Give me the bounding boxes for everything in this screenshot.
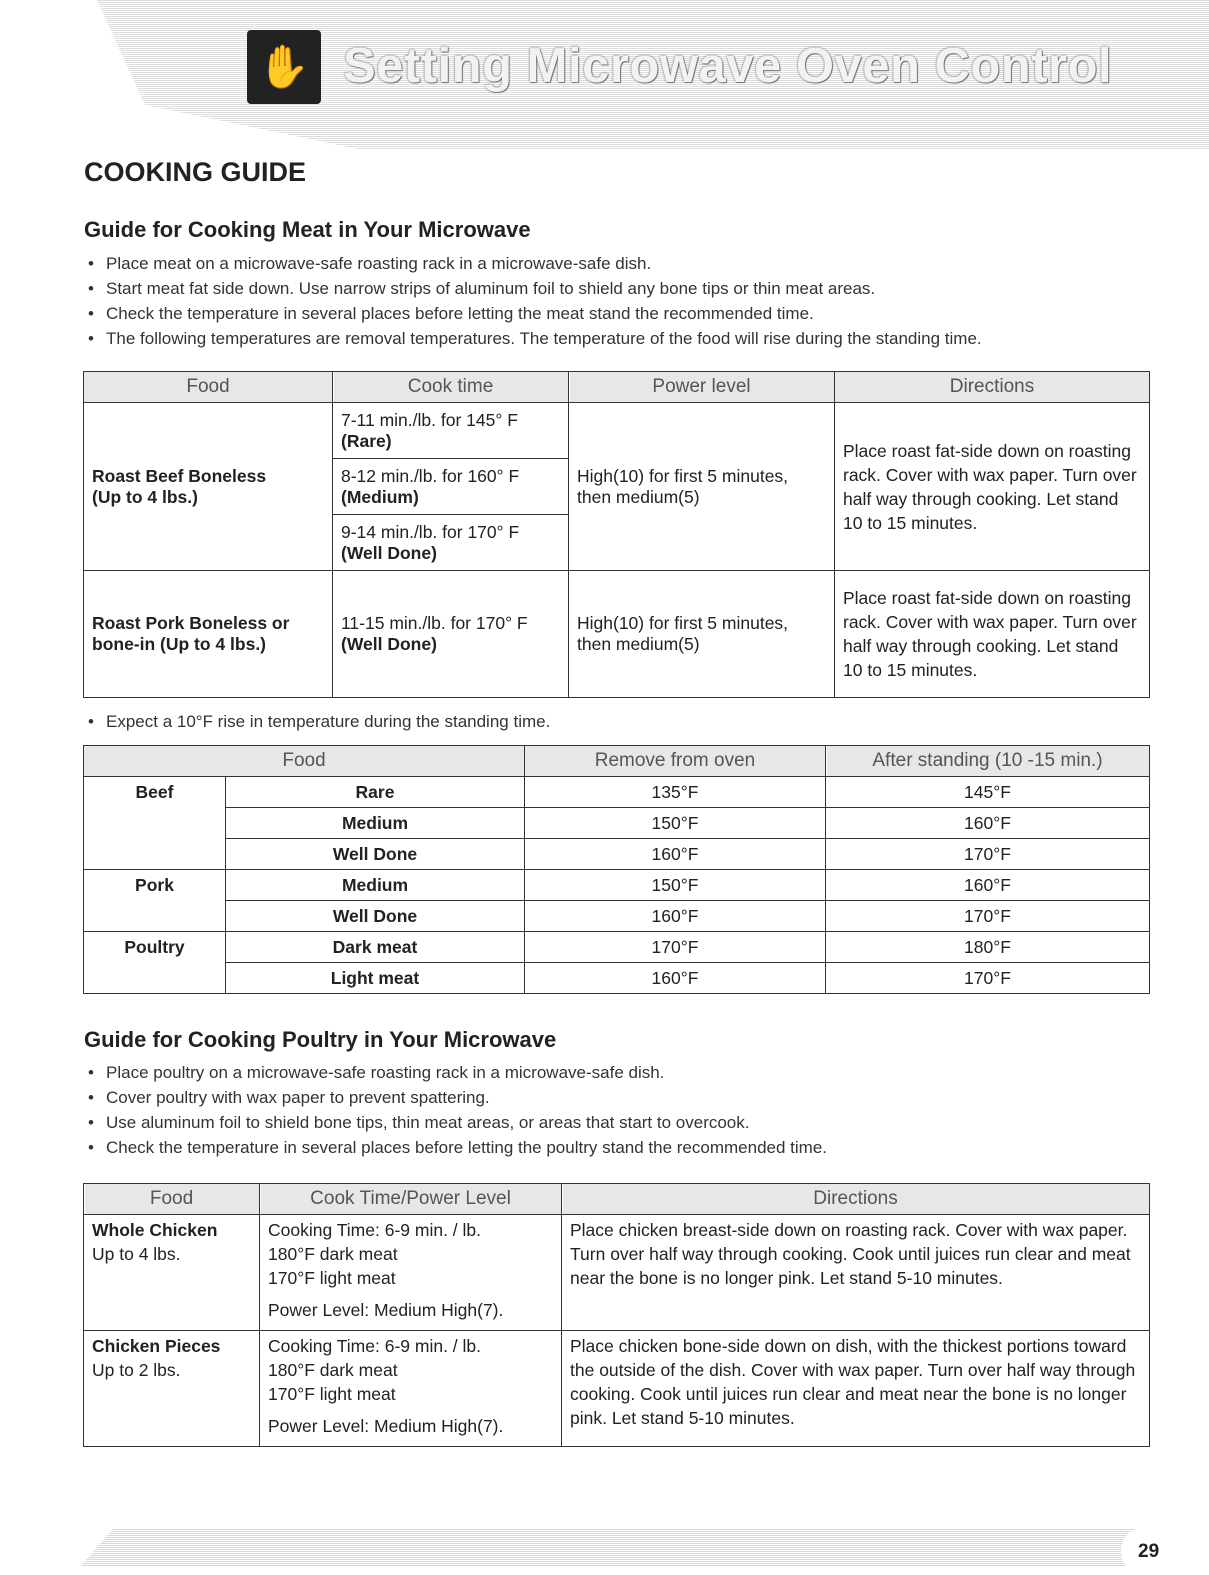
table-row [84,932,1150,963]
light-meat-temp: 170°F light meat [268,1384,396,1404]
food-cell [84,403,333,571]
remove-temp-cell: 170°F [525,932,826,963]
directions-cell: Place chicken bone-side down on dish, with the thickest portions toward the outside of the dish. Cover with wax paper. Turn over half way through cooking. Cook until juices run clear and meat near the bone is no longer pink. Let stand 5-10 minutes. [562,1331,1150,1447]
meat-cooking-table [83,371,1150,698]
food-cell: Beef [84,777,226,808]
food-name: Chicken Pieces [92,1336,221,1356]
table-header-row [84,372,1150,403]
poultry-cooking-table [83,1183,1150,1447]
remove-temp-cell: 160°F [525,839,826,870]
cook-time: 7-11 min./lb. for 145° F [341,409,518,430]
after-temp-cell: 170°F [826,963,1150,994]
table-row [84,571,1150,698]
list-item: • The following temperatures are removal temperatures. The temperature of the food will rise during the standing time. [84,326,982,351]
list-item: • Place poultry on a microwave-safe roasting rack in a microwave-safe dish. [84,1060,827,1085]
food-cell [84,1215,260,1331]
after-temp-cell: 145°F [826,777,1150,808]
cook-time: 9-14 min./lb. for 170° F [341,521,520,542]
remove-temp-cell: 135°F [525,777,826,808]
food-name: Roast Pork Boneless or [92,613,290,633]
directions-cell: Place roast fat-side down on roasting rack. Cover with wax paper. Turn over half way through cooking. Let stand 10 to 15 minutes. [835,571,1150,698]
dark-meat-temp: 180°F dark meat [268,1360,398,1380]
doneness-cell: Medium [226,808,525,839]
after-temp-cell: 170°F [826,901,1150,932]
table-row [84,870,1150,901]
remove-temp-cell: 160°F [525,963,826,994]
table-row [84,963,1150,994]
cook-time: 8-12 min./lb. for 160° F [341,465,520,486]
list-item: • Use aluminum foil to shield bone tips, thin meat areas, or areas that start to overcook. [84,1110,827,1135]
page-number: 29 [1138,1541,1160,1562]
list-item: • Check the temperature in several places before letting the poultry stand the recommended time. [84,1135,827,1160]
doneness-cell: Medium [226,870,525,901]
standing-temperature-table [83,745,1150,994]
page-title: Setting Microwave Oven Control [343,39,1113,93]
after-temp-cell: 160°F [826,870,1150,901]
after-temp-cell: 160°F [826,808,1150,839]
food-cell [84,808,226,839]
doneness: (Medium) [341,486,419,507]
after-temp-cell: 170°F [826,839,1150,870]
cook-time-cell [333,459,569,515]
power-level-cell: High(10) for first 5 minutes, then medium(5) [569,403,835,571]
column-header: Food [84,1184,260,1215]
cook-time-cell [260,1331,562,1447]
column-header: After standing (10 -15 min.) [826,746,1150,777]
meat-guide-title: Guide for Cooking Meat in Your Microwave [84,217,531,242]
food-weight: (Up to 4 lbs.) [92,486,198,507]
power-level-cell: High(10) for first 5 minutes, then medium(5) [569,571,835,698]
column-header: Directions [562,1184,1150,1215]
cook-time-cell [333,515,569,571]
column-header: Directions [835,372,1150,403]
food-cell [84,839,226,870]
column-header: Cook Time/Power Level [260,1184,562,1215]
food-cell [84,571,333,698]
cook-time-cell [333,403,569,459]
light-meat-temp: 170°F light meat [268,1268,396,1288]
remove-temp-cell: 150°F [525,808,826,839]
directions-cell: Place chicken breast-side down on roasting rack. Cover with wax paper. Turn over half way through cooking. Cook until juices run clear and meat near the bone is no longer pink. Let stand 5-10 minutes. [562,1215,1150,1331]
remove-temp-cell: 150°F [525,870,826,901]
table-header-row [84,1184,1150,1215]
food-cell: Pork [84,870,226,901]
table-row [84,403,1150,459]
food-weight: bone-in (Up to 4 lbs.) [92,634,267,654]
note: • Expect a 10°F rise in temperature during the standing time. [84,709,550,734]
section-title: COOKING GUIDE [84,157,307,187]
food-cell [84,963,226,994]
doneness-cell: Dark meat [226,932,525,963]
table-row [84,777,1150,808]
column-header: Power level [569,372,835,403]
table-row [84,808,1150,839]
food-cell [84,1331,260,1447]
food-weight: Up to 2 lbs. [92,1360,181,1380]
after-temp-cell: 180°F [826,932,1150,963]
doneness: (Well Done) [341,634,437,654]
doneness-cell: Well Done [226,901,525,932]
poultry-guide-bullets [84,1060,827,1160]
food-name: Whole Chicken [92,1220,218,1240]
doneness: (Rare) [341,430,392,451]
cook-time-cell [260,1215,562,1331]
dark-meat-temp: 180°F dark meat [268,1244,398,1264]
poultry-guide-title: Guide for Cooking Poultry in Your Microwave [84,1027,557,1052]
column-header: Food [84,746,525,777]
column-header: Remove from oven [525,746,826,777]
doneness-cell: Well Done [226,839,525,870]
cook-time: Cooking Time: 6-9 min. / lb. [268,1336,481,1356]
doneness: (Well Done) [341,542,437,563]
footer-band [80,1528,1200,1567]
power-level: Power Level: Medium High(7). [268,1416,504,1436]
doneness-cell: Light meat [226,963,525,994]
food-name: Roast Beef Boneless [92,465,267,486]
table-row [84,901,1150,932]
table-row [84,839,1150,870]
food-weight: Up to 4 lbs. [92,1244,181,1264]
directions-cell: Place roast fat-side down on roasting rack. Cover with wax paper. Turn over half way through cooking. Let stand 10 to 15 minutes. [835,403,1150,571]
note-bullets [84,709,550,734]
list-item: • Start meat fat side down. Use narrow strips of aluminum foil to shield any bone tips or thin meat areas. [84,276,982,301]
food-cell: Poultry [84,932,226,963]
list-item: • Place meat on a microwave-safe roasting rack in a microwave-safe dish. [84,251,982,276]
food-cell [84,901,226,932]
power-level: Power Level: Medium High(7). [268,1300,504,1320]
meat-guide-bullets [84,251,982,351]
remove-temp-cell: 160°F [525,901,826,932]
cook-time-cell [333,571,569,698]
column-header: Food [84,372,333,403]
hand-pressing-button-icon: ✋ [247,30,321,104]
table-row [84,1215,1150,1331]
list-item: • Check the temperature in several places before letting the meat stand the recommended time. [84,301,982,326]
cook-time: Cooking Time: 6-9 min. / lb. [268,1220,481,1240]
cook-time: 11-15 min./lb. for 170° F [341,613,528,633]
doneness-cell: Rare [226,777,525,808]
column-header: Cook time [333,372,569,403]
table-header-row [84,746,1150,777]
list-item: • Cover poultry with wax paper to prevent spattering. [84,1085,827,1110]
table-row [84,1331,1150,1447]
